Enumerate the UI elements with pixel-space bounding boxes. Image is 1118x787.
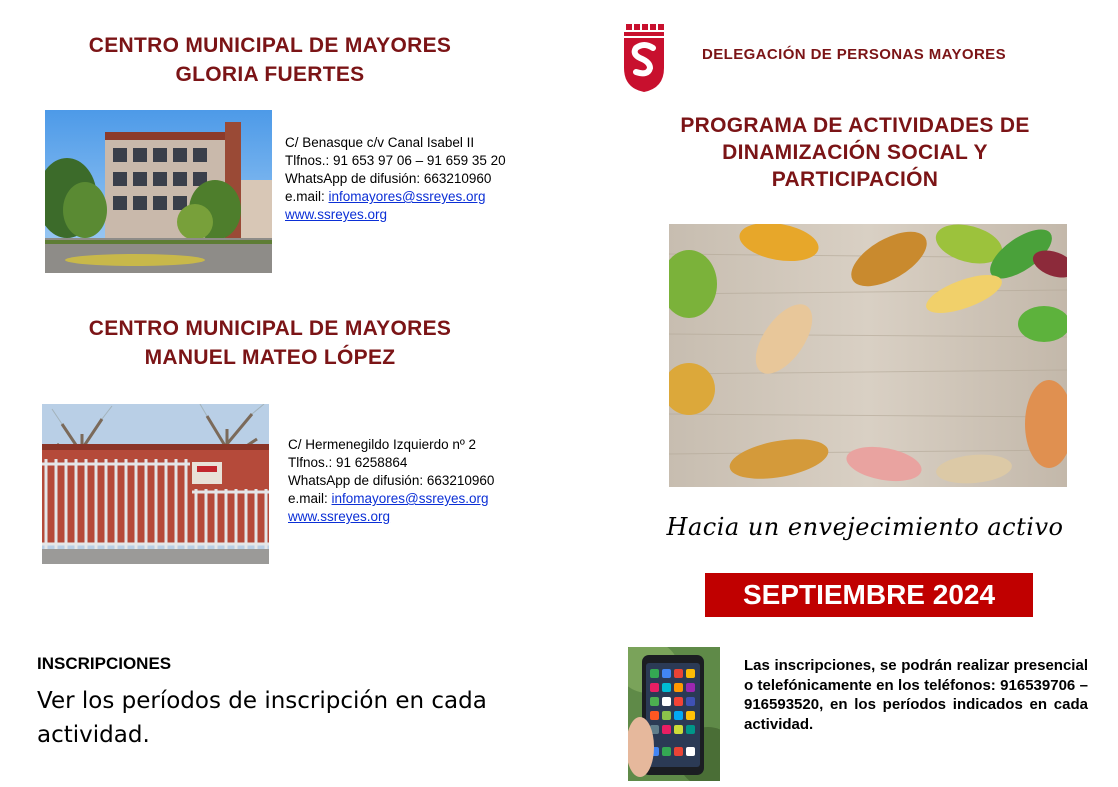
center1-web-link[interactable]: www.ssreyes.org — [285, 207, 388, 222]
center1-title-line2: GLORIA FUERTES — [175, 63, 365, 86]
tagline: Hacia un envejecimiento activo — [666, 513, 1064, 541]
center1-title-line1: CENTRO MUNICIPAL DE MAYORES — [88, 34, 452, 57]
center2-title-line2: MANUEL MATEO LÓPEZ — [144, 346, 396, 369]
delegation-title: DELEGACIÓN DE PERSONAS MAYORES — [702, 46, 1006, 63]
municipal-logo — [620, 24, 668, 92]
crown-s-logo-icon — [620, 24, 668, 92]
center2-title — [30, 314, 510, 372]
inscripciones-heading: INSCRIPCIONES — [37, 654, 172, 673]
center1-email-link[interactable]: infomayores@ssreyes.org — [328, 189, 486, 204]
autumn-leaves-photo — [669, 224, 1067, 487]
center2-email-label: e.mail: — [288, 491, 332, 506]
center1-email-row — [285, 188, 585, 206]
smartphone-photo — [628, 647, 720, 781]
program-title-line2: DINAMIZACIÓN SOCIAL Y — [722, 141, 988, 164]
program-title-line1: PROGRAMA DE ACTIVIDADES DE — [680, 114, 1030, 137]
center2-whatsapp: WhatsApp de difusión: 663210960 — [288, 473, 495, 488]
inscription-note: Las inscripciones, se podrán realizar presencial o telefónicamente en los teléfonos: 916539706 – 916593520, en los períodos indicados en cada actividad. — [744, 657, 1088, 733]
center2-contact-info — [288, 436, 588, 526]
center1-contact-info — [285, 134, 585, 224]
inscripciones-text: Ver los períodos de inscripción en cada actividad. — [37, 688, 487, 748]
center2-building-photo — [42, 404, 269, 564]
center2-phones: Tlfnos.: 91 6258864 — [288, 455, 408, 470]
center1-address: C/ Benasque c/v Canal Isabel II — [285, 135, 475, 150]
center2-web-link[interactable]: www.ssreyes.org — [288, 509, 391, 524]
center2-email-row — [288, 490, 588, 508]
center1-building-photo — [45, 110, 272, 273]
center1-title — [30, 31, 510, 89]
center2-email-link[interactable]: infomayores@ssreyes.org — [331, 491, 489, 506]
program-title — [620, 112, 1090, 193]
center2-address: C/ Hermenegildo Izquierdo nº 2 — [288, 437, 477, 452]
center1-phones: Tlfnos.: 91 653 97 06 – 91 659 35 20 — [285, 153, 506, 168]
month-banner: SEPTIEMBRE 2024 — [705, 573, 1033, 617]
center1-whatsapp: WhatsApp de difusión: 663210960 — [285, 171, 492, 186]
center1-email-label: e.mail: — [285, 189, 329, 204]
program-title-line3: PARTICIPACIÓN — [771, 168, 939, 191]
center2-title-line1: CENTRO MUNICIPAL DE MAYORES — [88, 317, 452, 340]
